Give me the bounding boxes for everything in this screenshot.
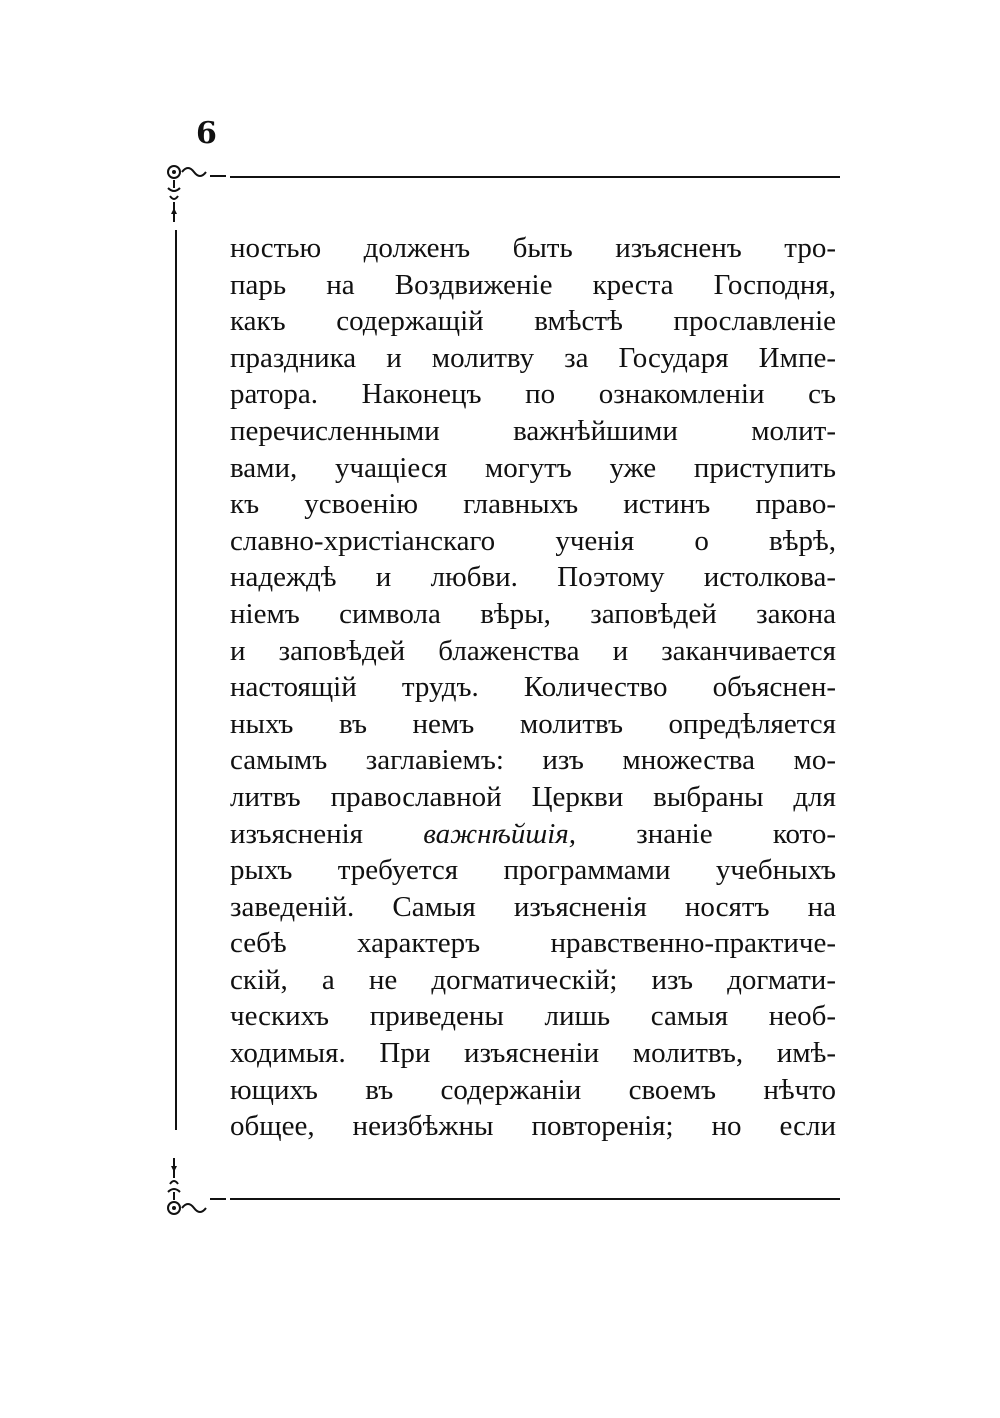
text-line: и заповѣдей блаженства и заканчивается [230, 634, 836, 667]
text-line: къ усвоенію главныхъ истинъ право- [230, 488, 836, 521]
text-line: самымъ заглавіемъ: изъ множества мо- [230, 744, 836, 777]
text-line: себѣ характеръ нравственно-практиче- [230, 927, 836, 960]
text-line: перечисленными важнѣйшими молит- [230, 414, 836, 447]
text-line: скій, а не догматическій; изъ догмати- [230, 963, 836, 996]
text-line: общее, неизбѣжны повторенія; но если [230, 1110, 836, 1143]
text-line: ходимыя. При изъясненіи молитвъ, имѣ- [230, 1037, 836, 1070]
body-text [230, 230, 836, 1145]
text-line: литвъ православной Церкви выбраны для [230, 780, 836, 813]
text-line: ностью долженъ быть изъясненъ тро- [230, 232, 836, 264]
text-line: вами, учащіеся могутъ уже приступить [230, 451, 836, 484]
text-line: ческихъ приведены лишь самыя необ- [230, 1000, 836, 1033]
text-line: рыхъ требуется программами учебныхъ [230, 854, 836, 887]
text-line-with-emphasis [230, 816, 836, 853]
text-line: какъ содержащій вмѣстѣ прославленіе [230, 305, 836, 338]
emphasized-word: важнѣйшія, [423, 817, 577, 850]
text-line: заведеній. Самыя изъясненія носятъ на [230, 890, 836, 923]
text-line: праздника и молитву за Государя Импе- [230, 341, 836, 374]
text-line: ратора. Наконецъ по ознакомленіи съ [230, 378, 836, 411]
text-line: ющихъ въ содержаніи своемъ нѣчто [230, 1073, 836, 1106]
text-line: надеждѣ и любви. Поэтому истолкова- [230, 561, 836, 594]
text-line: парь на Воздвиженіе креста Господня, [230, 268, 836, 301]
left-rule [175, 230, 177, 1130]
text-line: славно-христіанскаго ученія о вѣрѣ, [230, 524, 836, 557]
bottom-rule [230, 1198, 840, 1200]
text-line: настоящій трудъ. Количество объяснен- [230, 671, 836, 704]
line-segment: изъясненія [230, 817, 363, 850]
text-line: ныхъ въ немъ молитвъ опредѣляется [230, 707, 836, 740]
fleuron-top-icon [160, 160, 230, 230]
fleuron-bottom-icon [160, 1150, 230, 1220]
page-number: 6 [196, 116, 217, 151]
text-line: ніемъ символа вѣры, заповѣдей закона [230, 597, 836, 630]
top-rule [230, 176, 840, 178]
line-segment: знаніе кото- [636, 817, 837, 850]
